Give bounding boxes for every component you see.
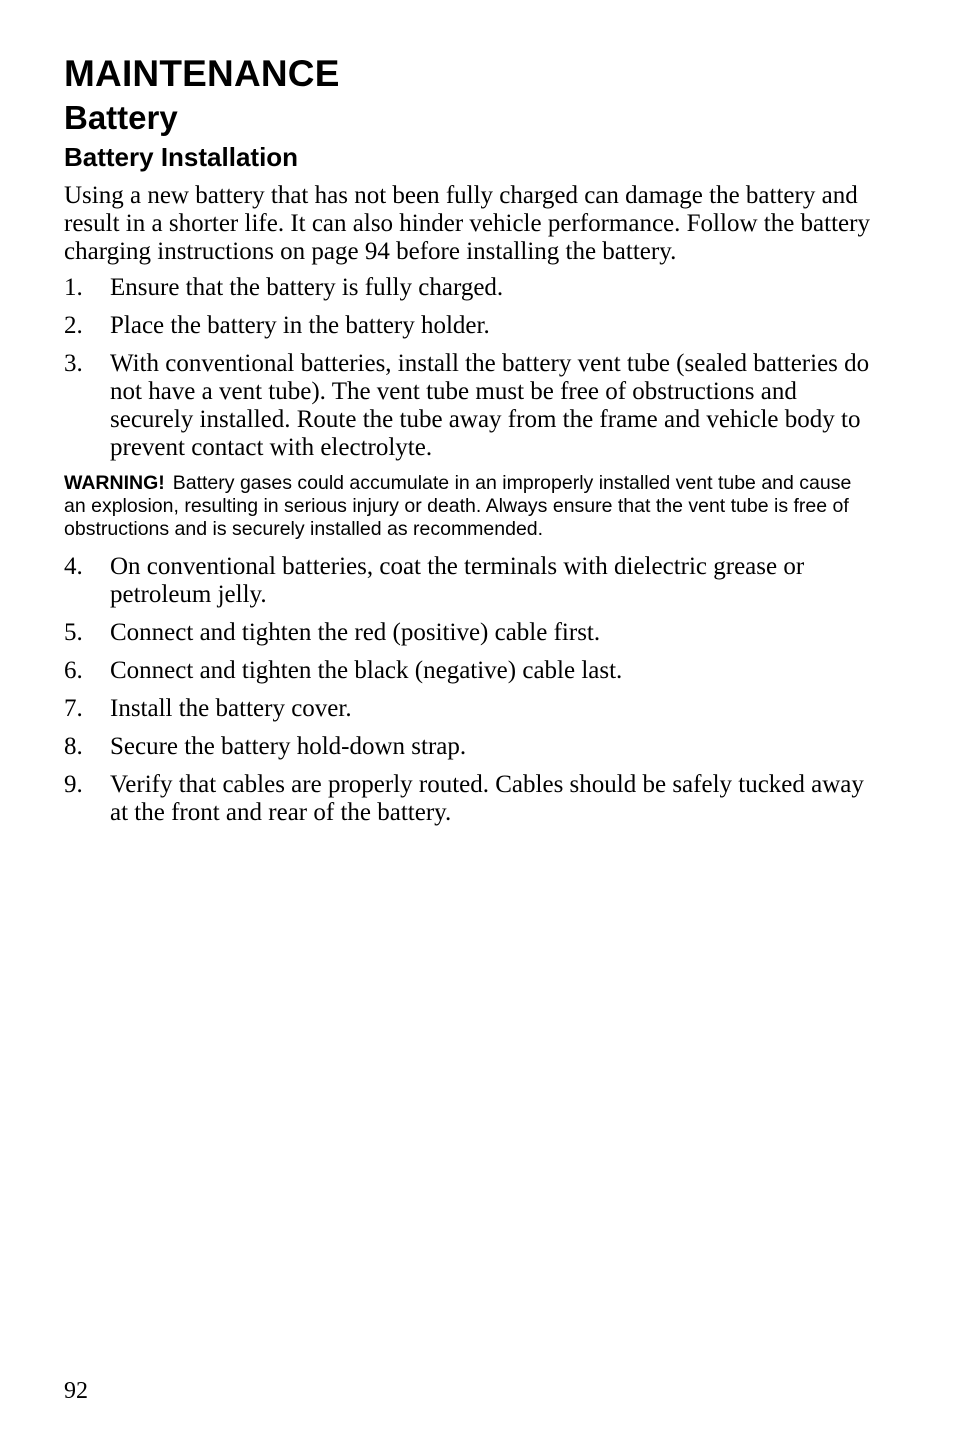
step-text: Secure the battery hold-down strap. (110, 733, 467, 760)
list-item (64, 619, 874, 647)
warning-notice (64, 472, 874, 541)
step-text: Install the battery cover. (110, 695, 352, 722)
step-number: 7. (64, 695, 83, 722)
step-number: 6. (64, 657, 83, 684)
step-text: Verify that cables are properly routed. Cables should be safely tucked away at the front and rear of the battery. (110, 771, 864, 826)
steps-list-2 (64, 553, 874, 827)
steps-list-1 (64, 274, 874, 462)
intro-paragraph: Using a new battery that has not been fully charged can damage the battery and result in a shorter life. It can also hinder vehicle performance. Follow the battery charging instructions on page 94 before installing the battery. (64, 182, 870, 265)
step-text: Place the battery in the battery holder. (110, 312, 490, 339)
content-body (64, 182, 874, 837)
warning-text: Battery gases could accumulate in an improperly installed vent tube and cause an explosion, resulting in serious injury or death. Always ensure that the vent tube is free of obstructions and is securely installed as recommended. (64, 472, 852, 540)
step-number: 1. (64, 274, 83, 301)
step-text: With conventional batteries, install the battery vent tube (sealed batteries do not have a vent tube). The vent tube must be free of obstructions and securely installed. Route the tube away from the frame and vehicle body to prevent contact with electrolyte. (110, 350, 870, 461)
list-item (64, 274, 874, 302)
step-number: 3. (64, 350, 83, 377)
step-text: On conventional batteries, coat the terminals with dielectric grease or petroleum jelly. (110, 553, 805, 608)
step-number: 4. (64, 553, 83, 580)
warning-label: WARNING! (64, 472, 165, 494)
step-number: 9. (64, 771, 83, 798)
step-text: Connect and tighten the red (positive) cable first. (110, 619, 601, 646)
manual-page (64, 0, 874, 1454)
step-text: Connect and tighten the black (negative) cable last. (110, 657, 623, 684)
step-number: 2. (64, 312, 83, 339)
list-item (64, 771, 874, 827)
list-item (64, 657, 874, 685)
topic-title: Battery (64, 99, 178, 136)
list-item (64, 733, 874, 761)
section-title: MAINTENANCE (64, 53, 340, 94)
page-number: 92 (64, 1378, 88, 1404)
step-text: Ensure that the battery is fully charged. (110, 274, 504, 301)
subtopic-title: Battery Installation (64, 142, 299, 172)
list-item (64, 312, 874, 340)
list-item (64, 350, 874, 462)
list-item (64, 553, 874, 609)
list-item (64, 695, 874, 723)
step-number: 8. (64, 733, 83, 760)
step-number: 5. (64, 619, 83, 646)
